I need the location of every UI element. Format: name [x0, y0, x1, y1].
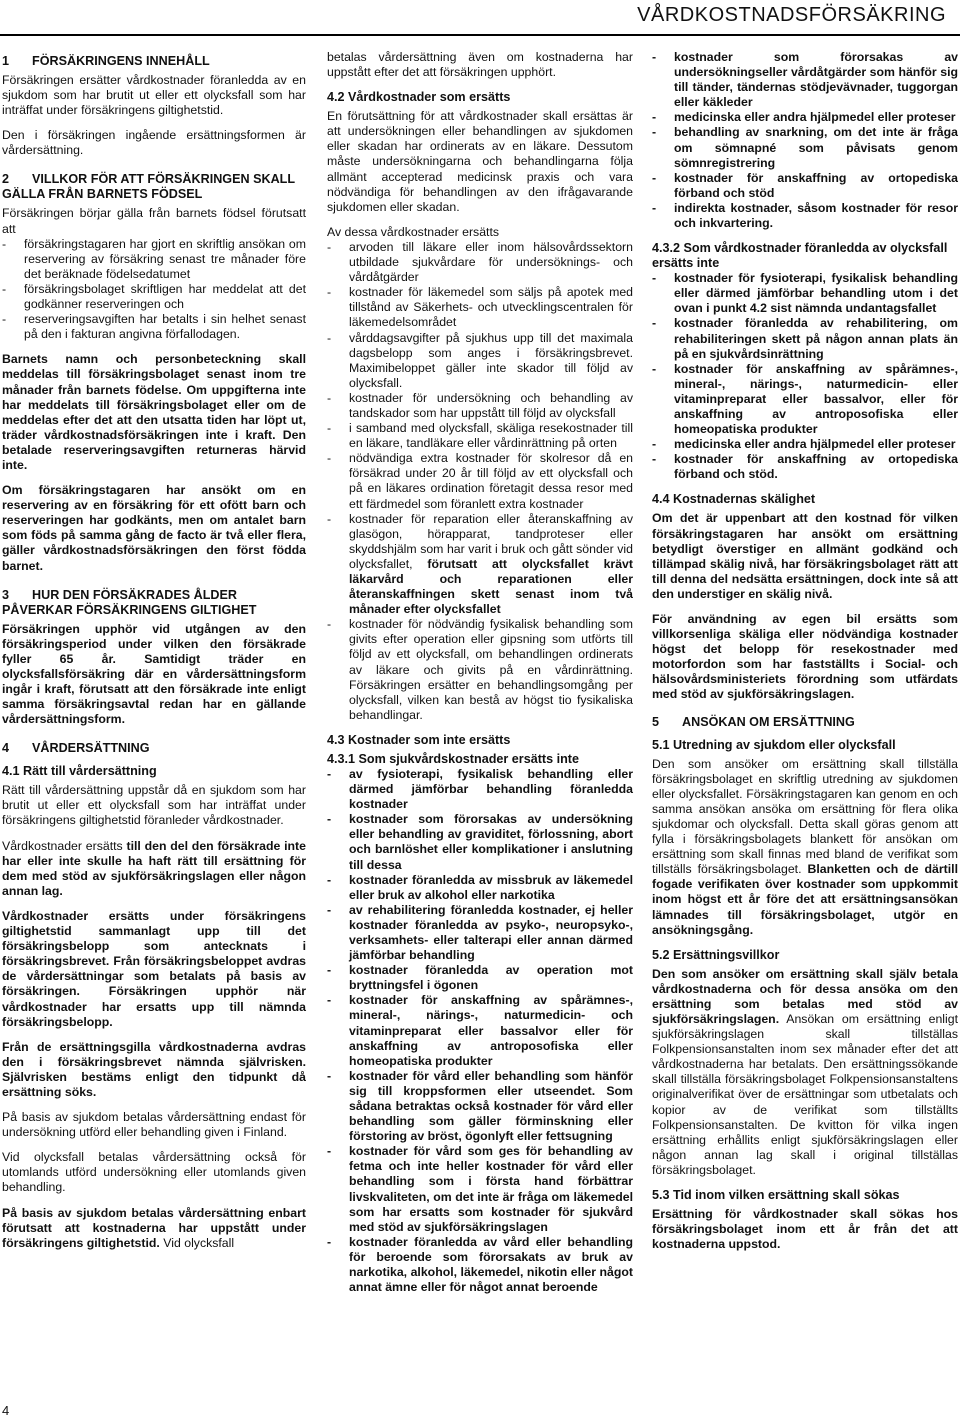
paragraph: Försäkringen upphör vid utgången av den försäkringsperiod under vilken den försäkrade fyller 65 år. Samtidigt träder en olycksfallsförsäkring där en vårdersättningsform ingår i kraft, förutsatt att den försäkrade inte enligt samma försäkringsavtal redan har en gällande vårdersättningsform. — [2, 621, 306, 727]
page-title: VÅRDKOSTNADSFÖRSÄKRING — [637, 4, 946, 26]
paragraph: Vårdkostnader ersätts till den del den försäkrade inte har eller inte skulle ha haft rätt till ersättning för dem med stöd av sjukförsäkringslagen eller någon annan lag. — [2, 838, 306, 898]
section-heading-4: 4 VÅRDERSÄTTNING — [2, 741, 150, 756]
paragraph: Från de ersättningsgilla vårdkostnaderna avdras den i försäkringsbrevet nämnda självrisken. Självrisken bestäms enligt den tidpunkt då ersättning söks. — [2, 1039, 306, 1099]
list-item: - indirekta kostnader, såsom kostnader för resor och inkvartering. — [652, 201, 958, 231]
subsection-heading-4-1: 4.1 Rätt till vårdersättning — [2, 764, 157, 779]
list-item: - kostnader för anskaffning av spårämnes-, mineral-, närings-, naturmedicin- eller vitaminpreparat eller bassalvor, eller för anskaffning av antroposofiska eller homeopatiska produkter — [652, 362, 958, 437]
list-item: - behandling av snarkning, om det inte är fråga om sömnapné som påvisats genom sömnregistrering — [652, 125, 958, 170]
subsection-heading-5-1: 5.1 Utredning av sjukdom eller olycksfall — [652, 737, 896, 752]
list-item: - nödvändiga extra kostnader för skolresor då en försäkrad under 20 år till följd av ett olycksfall och på en läkares ordination företagit dessa resor med ett färdmedel som föranlett extra kostnader — [327, 451, 633, 511]
condition-list — [2, 237, 306, 343]
paragraph: Vid olycksfall betalas vårdersättning också för utomlands utförd undersökning eller utomlands given behandling. — [2, 1150, 306, 1195]
paragraph: Den som ansöker om ersättning skall själv betala vårdkostnaderna och för dessa ansöka om den ersättning som betalas med stöd av sjukförsäkringslagen. Ansökan om ersättning enligt sjukförsäkringslagen skall tillställas Folkpensionsanstalten inom sex månader efter det att vårdkostnaderna har betalats. Den ersättningssökande skall tillställa försäkringsbolaget Folkpensionsanstaltens originalverifikat över de ersättningar som utbetalats och kopior av de verifikat som tillställts Folkpensionsanstalten. De kvitton för vilka ingen ersättning erhållits enligt sjukförsäkringslagen eller någon annan lag skall i original tillställas försäkringsbolaget. — [652, 966, 958, 1177]
covered-costs-list — [327, 240, 633, 723]
list-item: - kostnader för anskaffning av spårämnes-, mineral-, närings-, naturmedicin- och vitaminpreparat eller bassalvor eller för anskaffning av antroposofiska eller homeopatiska produkter — [327, 993, 633, 1068]
list-item: - i samband med olycksfall, skäliga resekostnader till en läkare, tandläkare eller vårdinrättning på orten — [327, 421, 633, 451]
list-item: - arvoden till läkare eller inom hälsovårdssektorn utbildade sjukvårdare för undersöknings- och vårdåtgärder — [327, 240, 633, 285]
subsection-heading-5-2: 5.2 Ersättningsvillkor — [652, 947, 780, 962]
accident-excluded-list — [652, 271, 958, 482]
page-number: 4 — [2, 1403, 10, 1418]
list-item: - försäkringstagaren har gjort en skriftlig ansökan om reservering av försäkring senast tre månader före det beräknade födelsedatumet — [2, 237, 306, 282]
list-item: - kostnader för undersökning och behandling av tandskador som har uppstått till följd av olycksfall — [327, 391, 633, 421]
section-heading-3: 3 HUR DEN FÖRSÄKRADES ÅLDER PÅVERKAR FÖRSÄKRINGENS GILTIGHET — [2, 587, 257, 617]
excluded-costs-list-continued — [652, 50, 958, 231]
list-item: - kostnader för anskaffning av ortopediska förband och stöd. — [652, 452, 958, 482]
paragraph: Försäkringen börjar gälla från barnets födsel förutsatt att — [2, 206, 306, 236]
column-middle — [327, 50, 633, 1305]
list-item: - reserveringsavgiften har betalts i sin helhet senast på den i fakturan angivna förfallodagen. — [2, 312, 306, 342]
subsection-heading-5-3: 5.3 Tid inom vilken ersättning skall sökas — [652, 1188, 900, 1202]
paragraph: Försäkringen ersätter vårdkostnader föranledda av en sjukdom som har brutit ut eller ett olycksfall som har inträffat under försäkringens giltighetstid. — [2, 73, 306, 118]
paragraph: betalas vårdersättning även om kostnaderna har uppstått efter det att försäkringen upphört. — [327, 50, 633, 80]
section-heading-5: 5 ANSÖKAN OM ERSÄTTNING — [652, 714, 855, 729]
subsection-heading-4-3-1: 4.3.1 Som sjukvårdskostnader ersätts inte — [327, 751, 579, 766]
paragraph: Den som ansöker om ersättning skall tillställa försäkringsbolaget en skriftlig utredning av sjukdomen eller olycksfallet. Försäkringstagaren kan genom en och samma ansökan ansöka om ersättning för flera olika sjukdomar och olycksfall. Detta skall göras genom att fylla i försäkringsbolagets blankett för ansökan om ersättning som skall finnas med bland de verifikat som tillställs försäkringsbolaget. Blanketten och de därtill fogade verifikaten över kostnader som uppkommit inom högst ett år före det att ersättningsansökan lämnades till försäkringsbolaget, utgör en ansökningsgång. — [652, 756, 958, 937]
paragraph: Av dessa vårdkostnader ersätts — [327, 224, 500, 239]
paragraph: Barnets namn och personbeteckning skall meddelas till försäkringsbolaget senast inom tre månader från barnets födelse. Om uppgifterna inte har meddelats till försäkringsbolaget eller om de meddelas efter det att den utsatta tiden har löpt ut, träder vårdkostnadsförsäkringen inte i kraft. Den betalade reserveringsavgiften returneras härvid inte. — [2, 352, 306, 472]
list-item: - av rehabilitering föranledda kostnader, ej heller kostnader föranledda av psyko-, neuropsyko-, verksamhets- eller talterapi eller annan därmed jämförbar behandling — [327, 903, 633, 963]
subsection-heading-4-3: 4.3 Kostnader som inte ersätts — [327, 732, 511, 747]
excluded-costs-list — [327, 767, 633, 1295]
list-item: - kostnader föranledda av operation mot bryttningsfel i ögonen — [327, 963, 633, 993]
subsection-heading-4-4: 4.4 Kostnadernas skälighet — [652, 492, 816, 507]
paragraph: Vårdkostnader ersätts under försäkringens giltighetstid sammanlagt upp till det försäkringsbelopp som antecknats i försäkringsbrevet. Från försäkringsbeloppet avdras de vårdersättningar som betalats på basis av försäkringen. Försäkringen upphör när vårdkostnader har ersatts upp till nämnda försäkringsbelopp. — [2, 908, 306, 1029]
list-item: - kostnader föranledda av missbruk av läkemedel eller bruk av alkohol eller narkotika — [327, 873, 633, 903]
paragraph: På basis av sjukdom betalas vårdersättning endast för undersökning utförd eller behandling given i Finland. — [2, 1110, 306, 1140]
subsection-heading-4-3-2: 4.3.2 Som vårdkostnader föranledda av olycksfall ersätts inte — [652, 241, 948, 271]
paragraph: Om försäkringstagaren har ansökt om en reservering av en försäkring för ett ofött barn och reserveringen har godkänts, men om antalet barn som föds på samma gång de facto är två eller flera, gäller vårdkostnadsförsäkringen den först födda barnet. — [2, 483, 306, 573]
list-item: - försäkringsbolaget skriftligen har meddelat att det godkänner reserveringen och — [2, 282, 306, 312]
list-item: - kostnader för vård som ges för behandling av fetma och inte heller kostnader för vård eller behandling som i första hand förbättrar livskvaliteten, om det inte är fråga om läkemedel som har ersatts som kostnader för sjukvård med stöd av sjukförsäkringslagen — [327, 1144, 633, 1235]
paragraph: Den i försäkringen ingående ersättningsformen är vårdersättning. — [2, 128, 306, 158]
list-item: - kostnader föranledda av vård eller behandling för beroende som förorsakats av bruk av narkotika, alkohol, läkemedel, nikotin eller något annat ämne eller för något annat beroende — [327, 1235, 633, 1295]
list-item: - kostnader för nödvändig fysikalisk behandling som givits efter operation eller gipsning som utförts till följd av ett olycksfall, om behandlingen ordinerats av läkare och givits på en vårdinrättning. Försäkringen ersätter en behandlingsomgång per olycksfall, vilken kan bestå av högst tio fysikaliska behandlingar. — [327, 617, 633, 723]
list-item: - kostnader för fysioterapi, fysikalisk behandling eller därmed jämförbar behandling utom i det ovan i punkt 4.2 sist nämnda undantagsfallet — [652, 271, 958, 316]
column-right — [652, 50, 958, 1262]
column-left — [2, 50, 306, 1261]
header-rule — [0, 34, 960, 36]
paragraph: Rätt till vårdersättning uppstår då en sjukdom som har brutit ut eller ett olycksfall som har inträffat under försäkringens giltighetstid föranleder vårdkostnader. — [2, 783, 306, 828]
list-item: - kostnader för anskaffning av ortopediska förband och stöd — [652, 171, 958, 201]
list-item: - kostnader för vård eller behandling som hänför sig till kroppsformen eller utseendet. Som sådana betraktas också kostnader för vård eller behandling som gäller förminskning eller förstoring av bröst, ögonlyft eller fettsugning — [327, 1069, 633, 1144]
list-item: - kostnader som förorsakas av undersökningseller vårdåtgärder som hänför sig till tänder, tändernas stödjevävnader, tuggorgan eller käkleder — [652, 50, 958, 110]
list-item: - kostnader som förorsakas av undersökning eller behandling av graviditet, förlossning, abort och barnlöshet eller komplikationer i anslutning till dessa — [327, 812, 633, 872]
paragraph: För användning av egen bil ersätts som villkorsenliga skäliga eller nödvändiga kostnader högst det belopp för resekostnader med motorfordon som har fastställts i Social- och hälsovårdsministeriets förordning som utfärdats med stöd av sjukförsäkringslagen. — [652, 612, 958, 702]
list-item: - kostnader föranledda av rehabilitering, om rehabiliteringen skett på någon annan plats än på en sjukvårdsinrättning — [652, 316, 958, 361]
list-item: - kostnader för reparation eller återanskaffning av glasögon, hörapparat, tandproteser eller skyddshjälm som har varit i bruk och gått sönder vid olycksfallet, förutsatt att olycksfallet krävt läkarvård och reparationen eller återanskaffningen skett senast inom två månader efter olycksfallet — [327, 512, 633, 618]
section-heading-1: 1 FÖRSÄKRINGENS INNEHÅLL — [2, 54, 210, 68]
paragraph: Om det är uppenbart att den kostnad för vilken försäkringstagaren har ansökt om ersättning betydligt överstiger en allmänt godkänd och tillämpad skälig nivå, har försäkringsbolaget rätt att till denna del nedsätta ersättningen, dock inte så att den understiger en skälig nivå. — [652, 511, 958, 601]
list-item: - medicinska eller andra hjälpmedel eller proteser — [652, 437, 958, 452]
paragraph: Ersättning för vårdkostnader skall sökas hos försäkringsbolaget inom ett år från det att kostnaderna uppstod. — [652, 1207, 958, 1252]
section-heading-2: 2 VILLKOR FÖR ATT FÖRSÄKRINGEN SKALL GÄLLA FRÅN BARNETS FÖDSEL — [2, 172, 295, 202]
list-item: - vårddagsavgifter på sjukhus upp till det maximala dagsbelopp som anges i försäkringsbrevet. Maximibeloppet gäller inte skador till följd av olycksfall. — [327, 331, 633, 391]
paragraph: En förutsättning för att vårdkostnader skall ersättas är att undersökningen eller behandlingen av sjukdomen eller skadan har ordinerats av en läkare. Dessutom måste undersökningarna och behandlingarna följa allmänt accepterad medicinsk praxis och vara nödvändiga för behandlingen av den ifrågavarande sjukdomen eller skadan. — [327, 109, 633, 214]
list-item: - av fysioterapi, fysikalisk behandling eller därmed jämförbar behandling föranledda kostnader — [327, 767, 633, 812]
paragraph: På basis av sjukdom betalas vårdersättning enbart förutsatt att kostnaderna har uppstått under försäkringens giltighetstid. Vid olycksfall — [2, 1205, 306, 1250]
subsection-heading-4-2: 4.2 Vårdkostnader som ersätts — [327, 90, 511, 105]
list-item: - medicinska eller andra hjälpmedel eller proteser — [652, 110, 958, 125]
list-item: - kostnader för läkemedel som säljs på apotek med tillstånd av Säkerhets- och utvecklingscentralen för läkemedelsområdet — [327, 285, 633, 330]
